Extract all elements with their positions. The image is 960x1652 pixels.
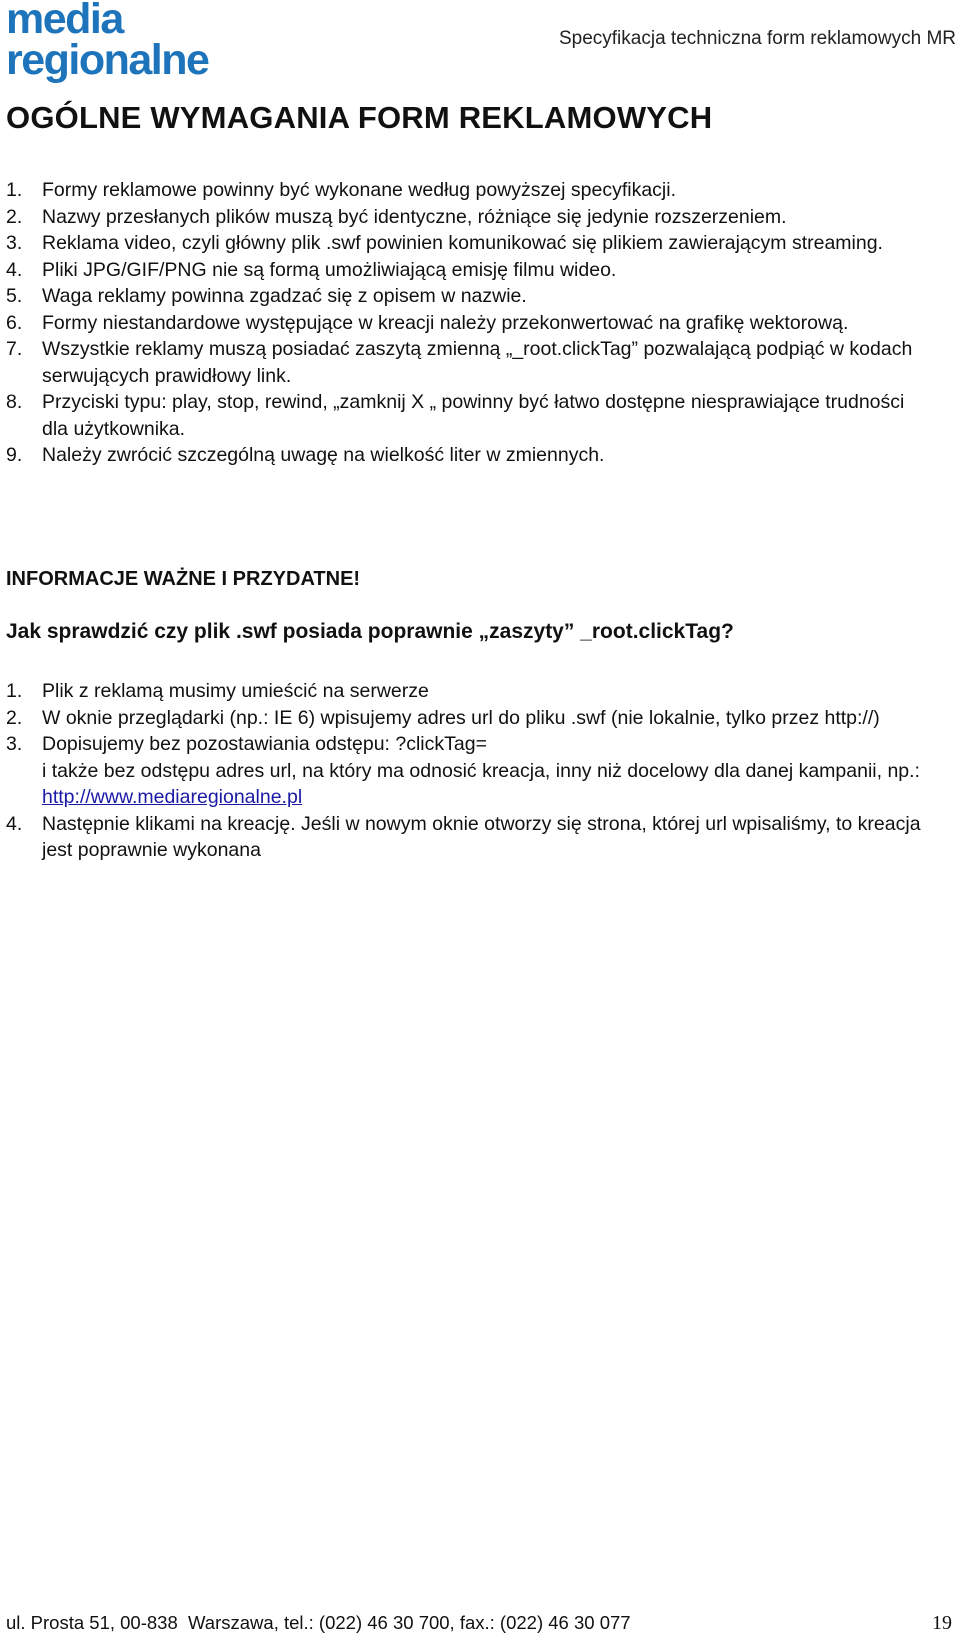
example-url-link[interactable]: http://www.mediaregionalne.pl — [42, 786, 303, 808]
list-item — [6, 310, 926, 337]
list-number: 2. — [6, 205, 23, 228]
list-number: 6. — [6, 311, 23, 334]
list-item — [6, 442, 926, 469]
list-item-text: Reklama video, czyli główny plik .swf powinien komunikować się plikiem zawierającym streaming. — [42, 232, 883, 254]
list-item-text: Należy zwrócić szczególną uwagę na wielkość liter w zmiennych. — [42, 444, 605, 466]
list-item-text: Formy reklamowe powinny być wykonane według powyższej specyfikacji. — [42, 179, 677, 201]
list-item-text: Następnie klikami na kreację. Jeśli w nowym oknie otworzy się strona, której url wpisaliśmy, to kreacja jest poprawnie wykonana — [42, 812, 921, 861]
list-item — [6, 283, 926, 310]
list-item — [6, 389, 926, 442]
info-heading: INFORMACJE WAŻNE I PRZYDATNE! — [6, 568, 361, 590]
list-item — [6, 678, 926, 705]
list-number: 5. — [6, 285, 23, 307]
list-item-text: Przyciski typu: play, stop, rewind, „zamknij X „ powinny być łatwo dostępne niesprawiające trudności dla użytkownika. — [42, 391, 905, 440]
list-number: 4. — [6, 812, 23, 835]
list-number: 8. — [6, 391, 23, 413]
list-number: 3. — [6, 733, 23, 755]
list-item-text: Waga reklamy powinna zgadzać się z opisem w nazwie. — [42, 285, 527, 307]
list-item-text: Dopisujemy bez pozostawiania odstępu: ?clickTag= — [42, 733, 487, 755]
list-item-text: Wszystkie reklamy muszą posiadać zaszytą zmienną „_root.clickTag” pozwalającą podpiąć w kodach serwujących prawidłowy link. — [42, 338, 913, 387]
list-item-text: W oknie przeglądarki (np.: IE 6) wpisujemy adres url do pliku .swf (nie lokalnie, tylko przez http://) — [42, 706, 880, 729]
steps-list — [6, 678, 926, 864]
list-number: 4. — [6, 258, 23, 281]
list-item — [6, 177, 926, 204]
document-title: Specyfikacja techniczna form reklamowych MR — [558, 28, 956, 49]
page-number: 19 — [932, 1612, 952, 1634]
list-item — [6, 336, 926, 389]
list-item — [6, 705, 926, 732]
list-item — [6, 204, 926, 231]
logo-text-media: media — [6, 0, 123, 43]
list-item — [6, 731, 926, 811]
list-number: 7. — [6, 338, 23, 360]
footer-address: ul. Prosta 51, 00-838 Warszawa, tel.: (022) 46 30 700, fax.: (022) 46 30 077 — [6, 1612, 631, 1633]
list-number: 3. — [6, 232, 23, 254]
list-item-text: i także bez odstępu adres url, na który ma odnosić kreacja, inny niż docelowy dla danej kampanii, np.: — [42, 759, 920, 782]
list-item-text: Formy niestandardowe występujące w kreacji należy przekonwertować na grafikę wektorową. — [42, 311, 849, 334]
list-number: 9. — [6, 444, 23, 466]
list-number: 2. — [6, 706, 23, 729]
media-regionalne-logo — [6, 0, 209, 84]
list-number: 1. — [6, 179, 23, 201]
page-header — [0, 0, 960, 90]
question-heading: Jak sprawdzić czy plik .swf posiada poprawnie „zaszyty” _root.clickTag? — [6, 620, 734, 643]
page-heading: OGÓLNE WYMAGANIA FORM REKLAMOWYCH — [6, 100, 713, 135]
list-item — [6, 230, 926, 257]
list-item-text: Pliki JPG/GIF/PNG nie są formą umożliwiającą emisję filmu wideo. — [42, 258, 617, 281]
list-item — [6, 257, 926, 284]
list-item-text: Plik z reklamą musimy umieścić na serwerze — [42, 680, 429, 702]
logo-text-regionalne: regionalne — [6, 36, 209, 84]
list-item-text: Nazwy przesłanych plików muszą być identyczne, różniące się jedynie rozszerzeniem. — [42, 205, 787, 228]
list-number: 1. — [6, 680, 23, 702]
list-item — [6, 811, 926, 864]
requirements-list — [6, 177, 926, 469]
